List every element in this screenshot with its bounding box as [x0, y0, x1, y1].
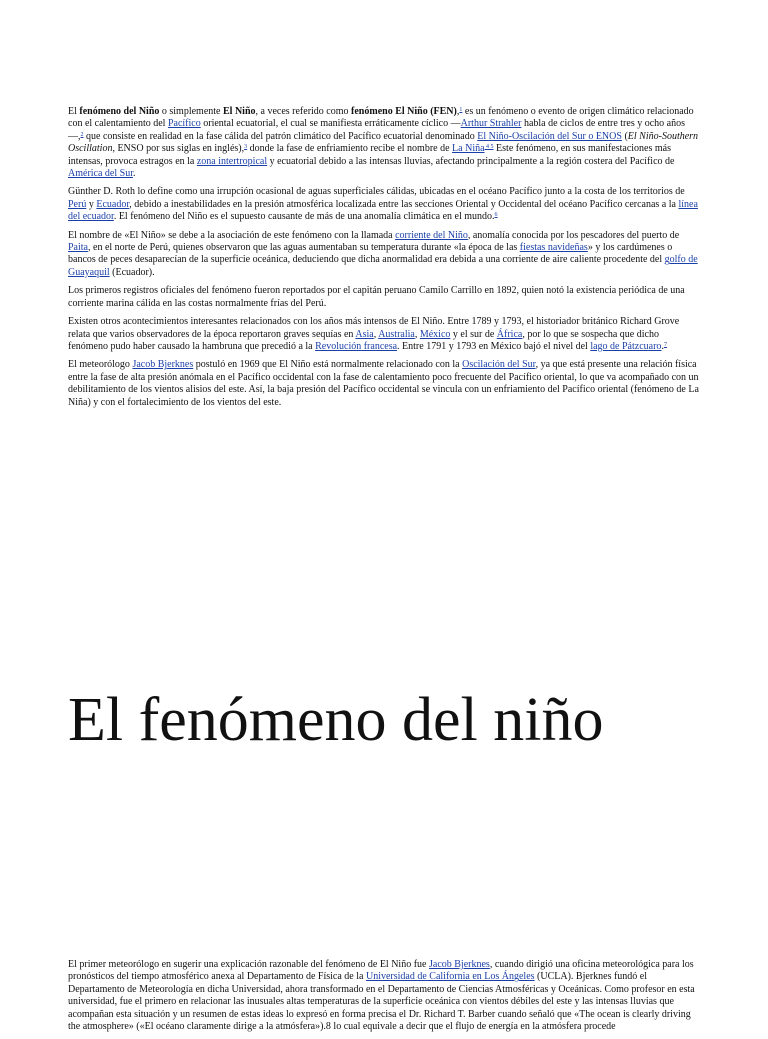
wiki-link[interactable]: lago de Pátzcuaro: [590, 340, 662, 352]
paragraph-historical-events: [68, 316, 700, 353]
text-run: ,: [414, 328, 420, 340]
text-run: .: [661, 340, 664, 352]
italic-text: El Niño-Southern Oscillation: [68, 130, 699, 155]
text-run: Existen otros acontecimientos interesantes relacionados con los años más intensos de El Niño. Entre 1789 y 1793, el historiador británico Richard Grove relata que varios observadores de la época reportaron graves sequías en: [68, 316, 680, 340]
wiki-link[interactable]: Pacífico: [167, 118, 201, 130]
wiki-link[interactable]: Revolución francesa: [315, 340, 398, 352]
wiki-link[interactable]: El Niño-Oscilación del Sur o ENOS: [477, 130, 622, 142]
text-run: donde la fase de enfriamiento recibe el nombre de: [247, 143, 453, 155]
text-run: ,: [373, 328, 379, 340]
footnote-ref[interactable]: [485, 144, 494, 150]
reference-link[interactable]: 1: [459, 107, 463, 113]
text-run: El primer meteorólogo en sugerir una explicación razonable del fenómeno de El Niño fue: [68, 959, 429, 970]
text-run: (UCLA). Bjerknes fundó el Departamento de Meteorología en dicha Universidad, ahora transformado en el Departamento de Ciencias Atmosféricas y Oceánicas. Como profesor en esta universidad, fue el primero en relacionar las inusuales altas temperaturas de la superficie oceánica con vientos débiles del este y las intensas lluvias que acompañan esta situación y un resumen de estas ideas lo expresó en forma precisa el Dr. Richard T. Barber cuando señaló que «The ocean is clearly driving the atmosphere» («El océano claramente dirige a la atmósfera»).8 lo cual equivale a decir que el flujo de energía en la atmósfera procede: [68, 971, 695, 1033]
text-run: ,: [456, 106, 460, 117]
wiki-link[interactable]: Oscilación del Sur: [462, 359, 536, 371]
reference-link[interactable]: 7: [663, 341, 667, 348]
wiki-link[interactable]: África: [496, 328, 523, 340]
text-run: Günther D. Roth lo define como una irrupción ocasional de aguas superficiales cálidas, ubicadas en el océano Pacífico junto a la costa de los territorios de: [68, 186, 685, 198]
text-run: , ENSO por sus siglas en inglés),: [112, 143, 245, 155]
paragraph-bjerknes-explanation: [68, 959, 700, 1033]
wiki-link[interactable]: Ecuador: [96, 198, 130, 210]
reference-link[interactable]: 2: [80, 131, 84, 138]
text-run: » y los cardúmenes o bancos de peces desaparecían de la superficie oceánica, deduciendo que dicha anormalidad era debida a una corriente de aire caliente procedente del: [68, 242, 673, 266]
wiki-link[interactable]: Jacob Bjerknes: [428, 959, 490, 970]
text-run: , cuando dirigió una oficina meteorológica para los pronósticos del tiempo atmosférico anexa al Departamento de Física de la: [68, 959, 694, 983]
wiki-link[interactable]: Paita: [68, 242, 88, 254]
text-run: El meteorólogo: [68, 359, 133, 371]
reference-link[interactable]: 6: [494, 212, 498, 219]
bold-text: El Niño: [223, 106, 256, 117]
footnote-ref[interactable]: [664, 342, 667, 348]
wiki-link[interactable]: México: [419, 328, 451, 340]
text-run: , en el norte de Perú, quienes observaron que las aguas aumentaban su temperatura durante «la época de las: [88, 242, 520, 254]
text-run: . Entre 1791 y 1793 en México bajó el nivel del: [397, 340, 591, 352]
bold-text: fenómeno El Niño (FEN): [351, 106, 457, 117]
wiki-link[interactable]: Jacob Bjerknes: [132, 359, 194, 371]
text-run: es un fenómeno o evento de origen climático relacionado con el calentamiento del: [68, 106, 694, 130]
text-run: El: [68, 106, 80, 117]
text-run: y ecuatorial debido a las intensas lluvias, afectando principalmente a la región costera del Pacífico de: [267, 155, 675, 167]
wiki-link[interactable]: Perú: [68, 198, 87, 210]
wiki-link[interactable]: América del Sur: [68, 168, 133, 180]
text-run: .: [132, 168, 136, 180]
text-run: (: [621, 130, 628, 142]
text-run: y: [86, 198, 97, 210]
reference-link[interactable]: 3: [244, 144, 248, 151]
wiki-link[interactable]: línea del ecuador: [68, 198, 698, 223]
reference-link[interactable]: 4 5: [484, 144, 494, 151]
text-run: Los primeros registros oficiales del fenómeno fueron reportados por el capitán peruano Camilo Carrillo en 1892, quien notó la existencia periódica de una corriente marina cálida en las costas normalmente frías del Perú.: [68, 285, 685, 309]
article-body: [68, 106, 700, 415]
text-run: habla de ciclos de entre tres y ocho años—,: [68, 118, 685, 142]
text-run: que consiste en realidad en la fase cálida del patrón climático del Pacífico ecuatorial denominado: [83, 130, 478, 142]
wiki-link[interactable]: Universidad de California en Los Ángeles: [365, 971, 535, 983]
paragraph-intro: [68, 106, 700, 180]
wiki-link[interactable]: La Niña: [452, 143, 485, 155]
paragraph-bjerknes-1969: [68, 359, 700, 409]
wiki-link[interactable]: Australia: [378, 328, 415, 340]
bold-text: fenómeno del Niño: [79, 106, 160, 117]
text-run: o simplemente: [159, 106, 223, 117]
paragraph-name-origin: [68, 230, 700, 280]
wiki-link[interactable]: Asia: [355, 328, 374, 340]
text-run: , anomalía conocida por los pescadores del puerto de: [467, 229, 680, 241]
text-run: , ya que está presente una relación física entre la fase de alta presión anómala en el Pacífico occidental con la fase de calentamiento poco frecuente del Pacífico oriental, lo que va acompañado con un debilitamiento de los vientos alisios del este. Así, la baja presión del Pacífico occidental se vincula con un enfriamiento del Pacífico oriental (fenómeno de La Niña) y con el fortalecimiento de los vientos del este.: [68, 359, 699, 408]
text-run: y el sur de: [450, 328, 497, 340]
text-run: . El fenómeno del Niño es el supuesto causante de más de una anomalía climática en el mundo.: [113, 211, 495, 223]
footnote-ref[interactable]: [495, 212, 498, 218]
text-run: , debido a inestabilidades en la presión atmosférica localizada entre las secciones Oriental y Occidental del océano Pacífico cercanas a la: [129, 198, 679, 210]
text-run: oriental ecuatorial, el cual se manifiesta erráticamente cíclico —: [200, 118, 461, 130]
text-run: postuló en 1969 que El Niño está normalmente relacionado con la: [193, 359, 463, 371]
paragraph-roth-definition: [68, 186, 700, 223]
text-run: (Ecuador).: [109, 266, 155, 278]
wiki-link[interactable]: corriente del Niño: [395, 229, 468, 241]
text-run: El nombre de «El Niño» se debe a la asociación de este fenómeno con la llamada: [68, 229, 396, 241]
article-body-continued: [68, 959, 700, 1039]
wiki-link[interactable]: golfo de Guayaquil: [68, 254, 698, 278]
text-run: , por lo que se sospecha que dicho fenómeno pudo haber causado la hambruna que precedió a la: [68, 328, 659, 352]
text-run: , a veces referido como: [255, 106, 352, 117]
text-run: Este fenómeno, en sus manifestaciones más intensas, provoca estragos en la: [68, 143, 671, 167]
wiki-link[interactable]: zona intertropical: [196, 155, 268, 167]
page-title: El fenómeno del niño: [68, 686, 604, 754]
paragraph-first-records: [68, 285, 700, 310]
wiki-link[interactable]: fiestas navideñas: [519, 242, 588, 254]
wiki-link[interactable]: Arthur Strahler: [460, 118, 522, 130]
